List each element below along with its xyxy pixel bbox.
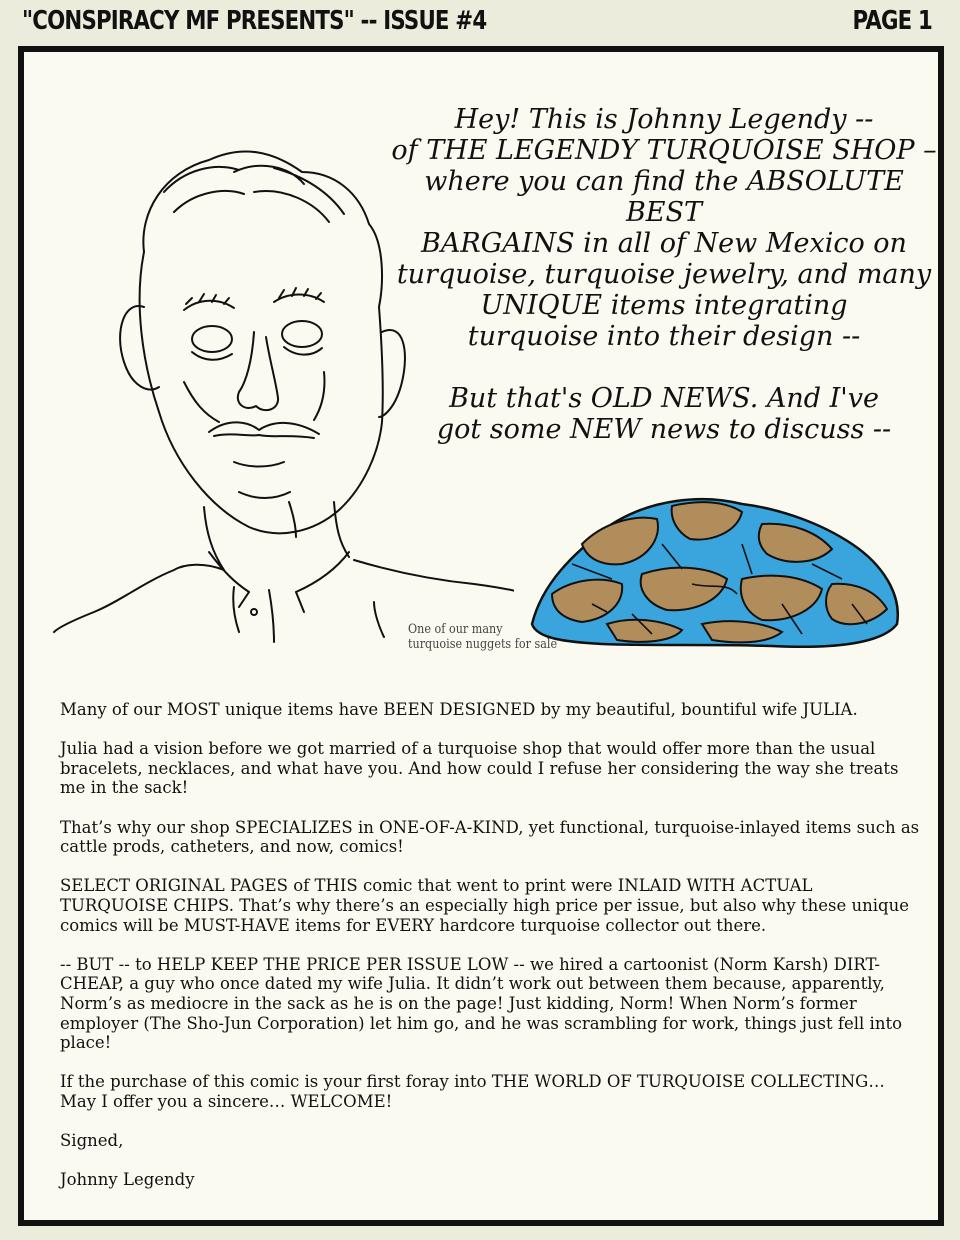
letter-paragraph: SELECT ORIGINAL PAGES of THIS comic that went to print were INLAID WITH ACTUAL TURQUOISE CHIPS. That’s why there’s an especially high price per issue, but also why these unique comics will be MUST-HAVE items for EVERY hardcore turquoise collector out there. [60, 876, 909, 935]
letter-paragraph: -- BUT -- to HELP KEEP THE PRICE PER ISSUE LOW -- we hired a cartoonist (Norm Karsh) DIRT-CHEAP, a guy who once dated my wife Julia. It didn’t work out between them because, apparently, Norm’s as mediocre in the sack as he is on the page! Just kidding, Norm! When Norm’s former employer (The Sho-Jun Corporation) let him go, and he was scrambling for work, things just fell into place! [60, 954, 903, 1053]
speech-line: UNIQUE items integrating [480, 290, 848, 321]
letter-signature: Johnny Legendy [60, 1170, 195, 1190]
turquoise-nugget-image [512, 484, 912, 654]
speech-line: where you can find the ABSOLUTE BEST [424, 166, 904, 228]
letter-paragraph: That’s why our shop SPECIALIZES in ONE-OF-A-KIND, yet functional, turquoise-inlayed items such as cattle prods, catheters, and now, comics! [60, 817, 920, 857]
comic-panel [18, 46, 944, 1226]
speech-line: turquoise into their design -- [467, 321, 861, 352]
issue-title: "CONSPIRACY MF PRESENTS" -- ISSUE #4 [22, 6, 487, 36]
letter-body [60, 700, 920, 1209]
speech-line: got some NEW news to discuss -- [436, 414, 892, 445]
speech-line: But that's OLD NEWS. And I've [449, 383, 879, 414]
letter-paragraph: If the purchase of this comic is your first foray into THE WORLD OF TURQUOISE COLLECTING… May I offer you a sincere… WELCOME! [60, 1072, 885, 1111]
letter-closing: Signed, [60, 1131, 124, 1151]
speech-line: BARGAINS in all of New Mexico on [421, 228, 907, 259]
letter-paragraph: Many of our MOST unique items have BEEN DESIGNED by my beautiful, bountiful wife JULIA. [60, 700, 858, 719]
caption-line-2: turquoise nuggets for sale [408, 637, 558, 652]
caption-line-1: One of our many [408, 622, 503, 637]
speech-line: turquoise, turquoise jewelry, and many [396, 259, 932, 290]
letter-paragraph: Julia had a vision before we got married of a turquoise shop that would offer more than the usual bracelets, necklaces, and what have you. And how could I refuse her considering the way she treats me in the sack! [60, 739, 899, 798]
nugget-caption [408, 622, 557, 652]
page-number: PAGE 1 [852, 6, 932, 36]
speech-line: Hey! This is Johnny Legendy -- [454, 104, 874, 135]
speech-text [384, 104, 944, 445]
speech-line: of THE LEGENDY TURQUOISE SHOP – [391, 135, 937, 166]
